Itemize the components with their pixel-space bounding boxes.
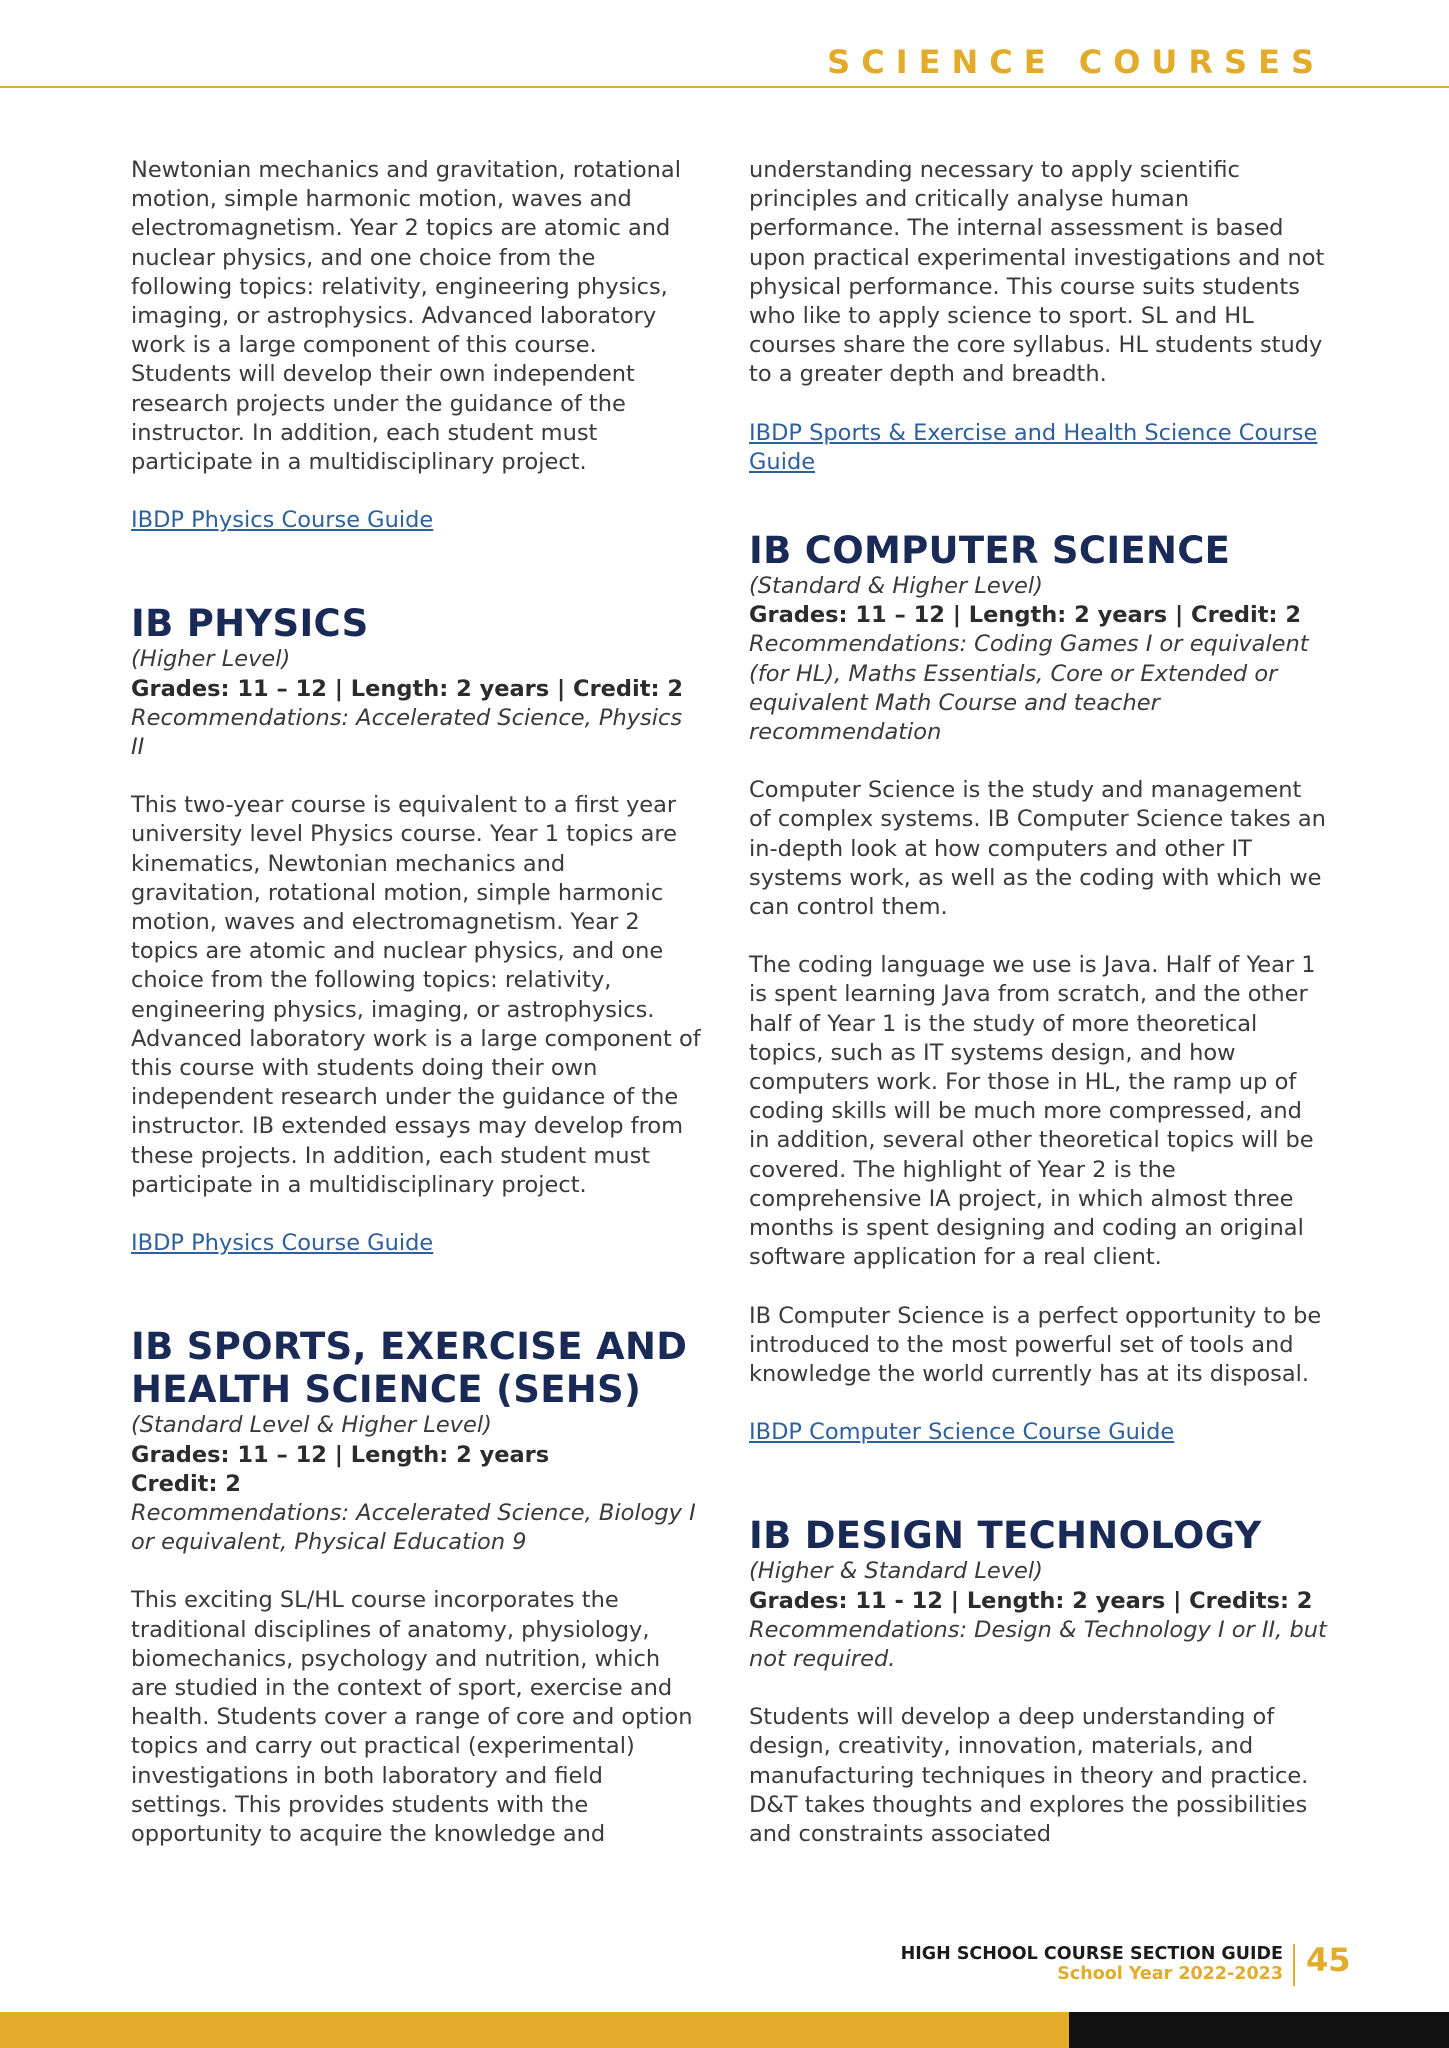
physics-title: IB PHYSICS — [131, 602, 369, 646]
physics-body: This two-year course is equivalent to a first year university level Physics course. Year 1 topics are kinematics, Newtonian mechanics and gravitation, rotational motion, simple harmonic motion, waves and electromagnetism. Year 2 topics are atomic and nuclear physics, and one choice from the following topics: relativity, engineering physics, imaging, or astrophysics. Advanced laboratory work is a large component of this course with students doing their own independent research under the guidance of the instructor. IB extended essays may develop from these projects. In addition, each student must participate in a multidisciplinary project. — [131, 792, 701, 1198]
sehs-recommendations: Recommendations: Accelerated Science, Biology I or equivalent, Physical Education 9 — [131, 1499, 696, 1556]
cs-meta: Grades: 11 – 12 | Length: 2 years | Credit: 2 — [749, 602, 1301, 629]
physics-intro-text: Newtonian mechanics and gravitation, rotational motion, simple harmonic motion, waves and electromagnetism. Year 2 topics are atomic and nuclear physics, and one choice from the following topics: relativity, engineering physics, imaging, or astrophysics. Advanced laboratory work is a large component of this course. Students will develop their own independent research projects under the guidance of the instructor. In addition, each student must participate in a multidisciplinary project. — [131, 157, 681, 476]
cs-body-2: The coding language we use is Java. Half of Year 1 is spent learning Java from scratch, and the other half of Year 1 is the study of more theoretical topics, such as IT systems design, and how computers work. For those in HL, the ramp up of coding skills will be much more compressed, and in addition, several other theoretical topics will be covered. The highlight of Year 2 is the comprehensive IA project, in which almost three months is spent designing and coding an original software application for a real client. — [749, 952, 1316, 1271]
cs-guide-link[interactable]: IBDP Computer Science Course Guide — [749, 1419, 1175, 1446]
physics-guide-link-top[interactable]: IBDP Physics Course Guide — [131, 507, 434, 534]
footer-school-year: School Year 2022-2023 — [1057, 1964, 1283, 1984]
dt-recommendations: Recommendations: Design & Technology I or II, but not required. — [749, 1616, 1327, 1672]
physics-level: (Higher Level) — [131, 646, 291, 673]
dt-body: Students will develop a deep understanding of design, creativity, innovation, materials, and manufacturing techniques in theory and practice. D&T takes thoughts and explores the possibilities and constraints associated — [749, 1704, 1309, 1847]
cs-level: (Standard & Higher Level) — [749, 573, 1043, 600]
footer-divider — [1293, 1944, 1295, 1986]
sehs-level: (Standard Level & Higher Level) — [131, 1412, 492, 1439]
sehs-meta: Grades: 11 – 12 | Length: 2 years — [131, 1441, 550, 1468]
physics-guide-link[interactable]: IBDP Physics Course Guide — [131, 1230, 434, 1257]
bottom-dark-bar — [1069, 2012, 1449, 2048]
cs-recommendations: Recommendations: Coding Games I or equivalent (for HL), Maths Essentials, Core or Extended or equivalent Math Course and teacher recommendation — [749, 631, 1309, 746]
header-divider — [0, 86, 1449, 88]
sehs-credit: Credit: 2 — [131, 1470, 241, 1497]
cs-body-3: IB Computer Science is a perfect opportunity to be introduced to the most powerful set of tools and knowledge the world currently has at its disposal. — [749, 1302, 1322, 1387]
left-column — [131, 156, 701, 1878]
sehs-guide-link[interactable]: IBDP Sports & Exercise and Health Science Course Guide — [749, 419, 1318, 475]
sehs-body: This exciting SL/HL course incorporates the traditional disciplines of anatomy, physiology, biomechanics, psychology and nutrition, which are studied in the context of sport, exercise and health. Students cover a range of core and option topics and carry out practical (experimental) investigations in both laboratory and field settings. This provides students with the opportunity to acquire the knowledge and — [131, 1587, 693, 1847]
sehs-body-continued: understanding necessary to apply scientific principles and critically analyse human performance. The internal assessment is based upon practical experimental investigations and not physical performance. This course suits students who like to apply science to sport. SL and HL courses share the core syllabus. HL students study to a greater depth and breadth. — [749, 157, 1325, 388]
footer-guide-info — [901, 1944, 1283, 1984]
sehs-title: IB SPORTS, EXERCISE AND HEALTH SCIENCE (SEHS) — [131, 1325, 688, 1412]
physics-meta: Grades: 11 – 12 | Length: 2 years | Credit: 2 — [131, 675, 683, 702]
dt-meta: Grades: 11 - 12 | Length: 2 years | Credits: 2 — [749, 1587, 1313, 1614]
physics-recommendations: Recommendations: Accelerated Science, Physics II — [131, 704, 683, 761]
section-title: SCIENCE COURSES — [827, 43, 1325, 81]
dt-level: (Higher & Standard Level) — [749, 1558, 1043, 1585]
dt-title: IB DESIGN TECHNOLOGY — [749, 1514, 1262, 1558]
footer-guide-title: HIGH SCHOOL COURSE SECTION GUIDE — [900, 1944, 1283, 1964]
page-number: 45 — [1306, 1941, 1351, 1979]
cs-title: IB COMPUTER SCIENCE — [749, 529, 1231, 573]
cs-body-1: Computer Science is the study and management of complex systems. IB Computer Science takes an in-depth look at how computers and other IT systems work, as well as the coding with which we can control them. — [749, 777, 1326, 921]
right-column — [749, 156, 1329, 1878]
